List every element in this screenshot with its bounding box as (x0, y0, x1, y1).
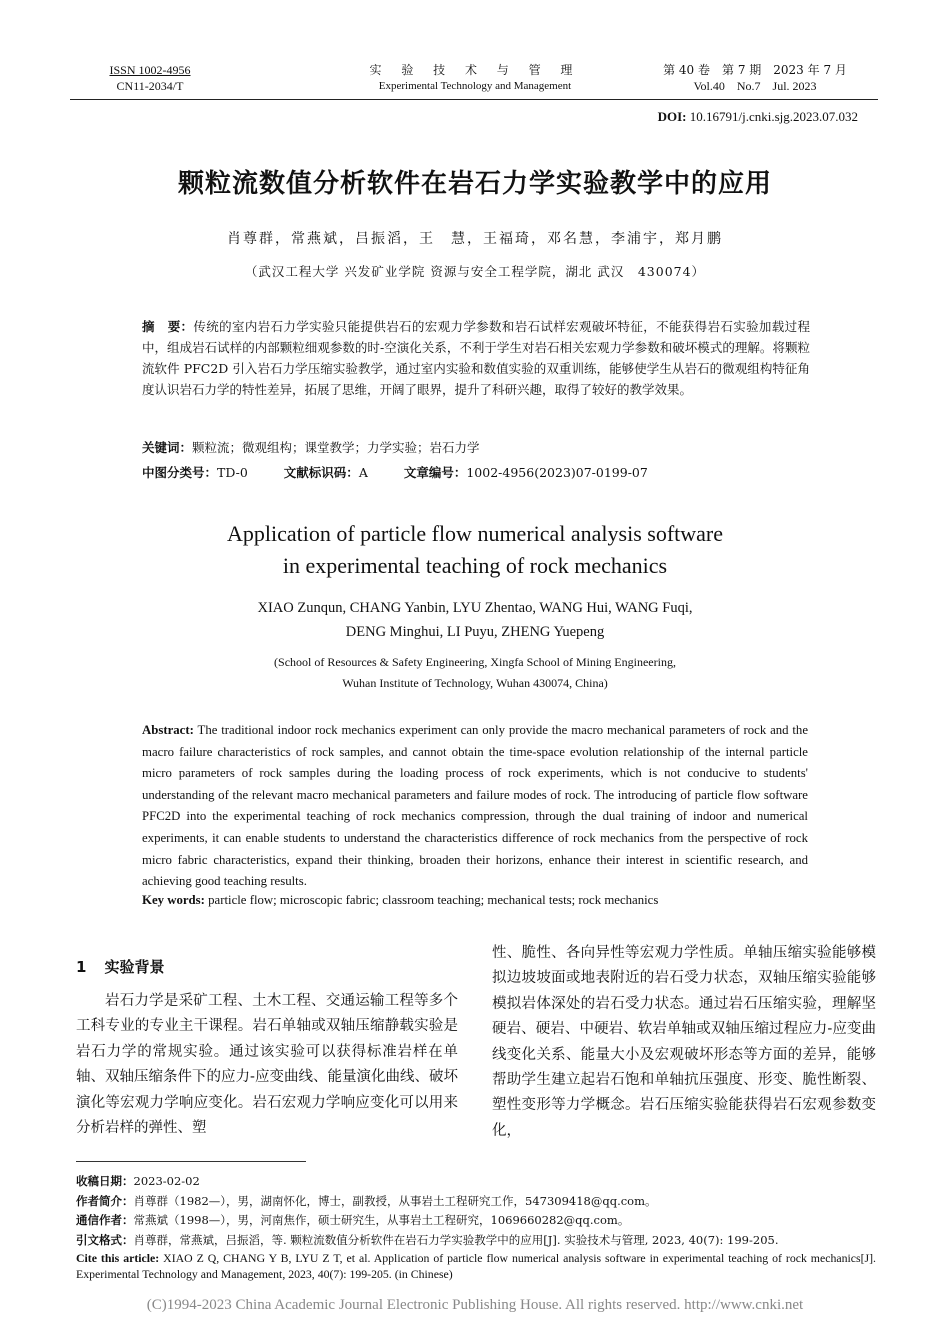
abstract-en-text: The traditional indoor rock mechanics experiment can only provide the macro mechanical parameters of rock and the macro failure characteristics of rock samples, and cannot obtain the time-space evolution relationship of the internal particle micro parameters of rock samples during the loading process of rock experiments, which is not conducive to students' understanding of the relevant macro mechanical parameters and failure modes of rock. The introducing of particle flow software PFC2D into the experimental teaching of rock mechanics compression, through the dual training of indoor and numerical experiments, it can enable students to understand the characteristics difference of rock mechanics from the perspective of rock micro fabric characteristics, expand their thinking, broaden their horizons, enhance their interest in scientific research, and achieving good teaching results. (142, 723, 809, 889)
footnote-received (76, 1172, 876, 1192)
section-1-number: 1 (76, 958, 87, 976)
footnotes (76, 1172, 876, 1282)
journal-name-en: Experimental Technology and Management (378, 80, 572, 92)
received-label: 收稿日期： (76, 1174, 134, 1188)
clc-label: 中图分类号： (142, 465, 218, 480)
keywords-cn (142, 438, 810, 456)
cite-cn-label: 引文格式： (76, 1232, 134, 1247)
affiliation-en (0, 652, 950, 694)
cn-number: CN11-2034/T (116, 79, 184, 93)
footnote-corresponding (76, 1211, 876, 1231)
abstract-en-label: Abstract: (142, 723, 194, 737)
article-number-label: 文章编号： (403, 465, 467, 480)
footnote-divider (76, 1161, 306, 1162)
affiliation-en-line2: Wuhan Institute of Technology, Wuhan 430074, China) (342, 676, 608, 690)
section-1-left-column: 岩石力学是采矿工程、土木工程、交通运输工程等多个工科专业的专业主干课程。岩石单轴或双轴压缩静载实验是岩石力学的常规实验。通过该实验可以获得标准岩样在单轴、双轴压缩条件下的应力-应变曲线、能量演化曲线、破坏演化等宏观力学响应变化。岩石宏观力学响应变化可以用来分析岩样的弹性、塑 (76, 993, 458, 1137)
doc-code-label: 文献标识码： (283, 465, 359, 480)
paper-title-cn: 颗粒流数值分析软件在岩石力学实验教学中的应用 (177, 169, 772, 199)
header-journal-block (330, 62, 620, 94)
title-en-line2: in experimental teaching of rock mechanics (282, 553, 668, 578)
received-value: 2023-02-02 (133, 1174, 200, 1188)
authors-en (0, 596, 950, 644)
doc-code-value: A (358, 465, 368, 480)
author-bio-value: 肖尊群（1982—），男，湖南怀化，博士，副教授，从事岩土工程研究工作，547309418@qq.com。 (133, 1193, 657, 1208)
section-1-title: 实验背景 (104, 958, 165, 976)
journal-name-cn: 实 验 技 术 与 管 理 (369, 63, 581, 77)
keywords-en-label: Key words: (142, 893, 205, 907)
section-1-heading (76, 956, 164, 977)
keywords-en (142, 893, 808, 908)
copyright-watermark: (C)1994-2023 China Academic Journal Electronic Publishing House. All rights reserved. http://www.cnki.net (146, 1297, 804, 1313)
keywords-cn-label: 关键词： (142, 440, 193, 455)
abstract-cn-label: 摘 要： (142, 319, 194, 334)
clc-value: TD-0 (217, 465, 248, 480)
abstract-cn-text: 传统的室内岩石力学实验只能提供岩石的宏观力学参数和岩石试样宏观破坏特征，不能获得岩石实验加载过程中，组成岩石试样的内部颗粒细观参数的时-空演化关系，不利于学生对岩石相关宏观力学参数和破坏模式的理解。将颗粒流软件 PFC2D 引入岩石力学压缩实验教学，通过室内实验和数值实验的双重训练，能够使学生从岩石的微观组构特征角度认识岩石力学的特性差异，拓展了思维，开阔了眼界，提升了科研兴趣，取得了较好的教学效果。 (142, 319, 810, 397)
authors-cn: 肖尊群，常燕斌，吕振滔，王 慧，王福琦，邓名慧，李浦宇，郑月鹏 (227, 231, 723, 247)
classification-cn (142, 463, 810, 481)
header-divider (70, 99, 878, 100)
keywords-en-text: particle flow; microscopic fabric; classroom teaching; mechanical tests; rock mechanics (208, 893, 659, 907)
keywords-cn-text: 颗粒流；微观组构；课堂教学；力学实验；岩石力学 (192, 440, 480, 455)
doi-line (658, 109, 858, 125)
footnote-cite-en (76, 1250, 876, 1282)
section-1-right-column: 性、脆性、各向异性等宏观力学性质。单轴压缩实验能够模拟边坡坡面或地表附近的岩石受力状态，双轴压缩实验能够模拟岩体深处的岩石受力状态。通过岩石压缩实验，理解坚硬岩、硬岩、中硬岩、软岩单轴或双轴压缩过程应力-应变曲线变化关系、能量大小及宏观破坏形态等方面的差异，能够帮助学生建立起岩石饱和单轴抗压强度、形变、脆性断裂、塑性变形等力学概念。岩石压缩实验能获得岩石宏观参数变化， (492, 945, 876, 1139)
footnote-author (76, 1192, 876, 1212)
doi-value[interactable]: 10.16791/j.cnki.sjg.2023.07.032 (689, 109, 858, 124)
header-issn-block (70, 62, 230, 94)
abstract-en (142, 720, 808, 893)
doi-label: DOI: (657, 109, 687, 124)
volume-cn: 第 40 卷 第 7 期 2023 年 7 月 (663, 63, 847, 77)
abstract-cn (142, 316, 810, 400)
corresponding-label: 通信作者： (76, 1213, 134, 1228)
cite-en-label: Cite this article: (76, 1251, 160, 1266)
authors-en-line2: DENG Minghui, LI Puyu, ZHENG Yuepeng (345, 624, 605, 640)
article-number-value: 1002-4956(2023)07-0199-07 (466, 465, 648, 480)
header-volume-block (650, 62, 860, 94)
affiliation-en-line1: (School of Resources & Safety Engineering, Xingfa School of Mining Engineering, (274, 655, 676, 669)
corresponding-value: 常燕斌（1998—），男，河南焦作，硕士研究生，从事岩土工程研究，1069660282@qq.com。 (133, 1213, 630, 1228)
footnote-cite-cn (76, 1231, 876, 1251)
authors-en-line1: XIAO Zunqun, CHANG Yanbin, LYU Zhentao, WANG Hui, WANG Fuqi, (257, 600, 693, 616)
title-en-line1: Application of particle flow numerical analysis software (226, 521, 724, 546)
paper-title-en (0, 518, 950, 582)
affiliation-cn: （武汉工程大学 兴发矿业学院 资源与安全工程学院，湖北 武汉 430074） (244, 264, 706, 279)
author-bio-label: 作者简介： (76, 1193, 134, 1208)
cite-en-value: XIAO Z Q, CHANG Y B, LYU Z T, et al. Application of particle flow numerical analysis software in experimental teaching of rock mechanics[J]. Experimental Technology and Management, 2023, 40(7): 199-205. (in Chinese) (76, 1251, 876, 1282)
cite-cn-value: 肖尊群，常燕斌，吕振滔，等. 颗粒流数值分析软件在岩石力学实验教学中的应用[J]. 实验技术与管理, 2023, 40(7): 199-205. (133, 1232, 779, 1247)
issn-text: ISSN 1002-4956 (109, 63, 191, 77)
volume-en: Vol.40 No.7 Jul. 2023 (693, 79, 817, 93)
